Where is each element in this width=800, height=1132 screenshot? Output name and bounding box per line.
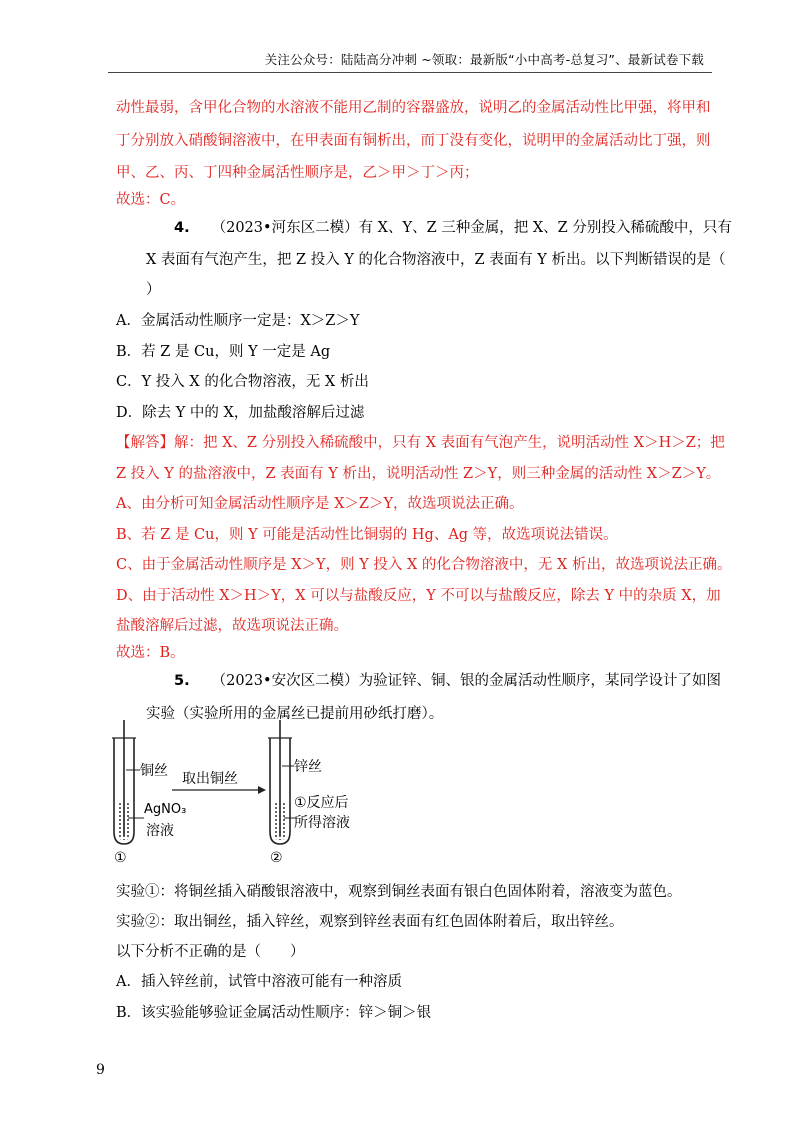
page-header: 关注公众号：陆陆高分冲刺 ~领取：最新版“小中高考-总复习”、最新试卷下载 [264, 52, 704, 67]
q5-stem-text: （2023•安次区二模）为验证锌、铜、银的金属活动性顺序，某同学设计了如图 [211, 673, 722, 689]
q4-stem-line-3: ） [146, 282, 161, 298]
q4-option-c: C．Y 投入 X 的化合物溶液，无 X 析出 [116, 374, 369, 390]
q4-solution-line-6: D、由于活动性 X＞H＞Y，X 可以与盐酸反应，Y 不可以与盐酸反应，除去 Y 中的杂质 X，加 [116, 588, 721, 604]
q4-solution-line-1 [116, 433, 725, 453]
prev-solution-answer: 故选：C。 [116, 192, 186, 208]
q4-solution-line-4: B、若 Z 是 Cu，则 Y 可能是活动性比铜弱的 Hg、Ag 等，故选项说法错误。 [116, 527, 618, 543]
page-number: 9 [96, 1062, 105, 1078]
q4-option-a: A．金属活动性顺序一定是：X＞Z＞Y [116, 313, 360, 329]
agno3-label: AgNO₃ [144, 802, 187, 817]
solution-label: 溶液 [146, 823, 174, 839]
q4-option-b: B．若 Z 是 Cu，则 Y 一定是 Ag [116, 344, 331, 360]
header-rule [108, 72, 712, 73]
q4-solution-answer: 故选：B。 [116, 645, 185, 661]
q4-solution-line-2: Z 投入 Y 的盐溶液中，Z 表面有 Y 析出，说明活动性 Z＞Y，则三种金属的活动性 X＞Z＞Y。 [116, 466, 721, 482]
q4-option-d: D．除去 Y 中的 X，加盐酸溶解后过滤 [116, 405, 365, 421]
test-tube-1 [112, 720, 144, 844]
q5-number: 5. [174, 673, 190, 689]
q4-stem-text: （2023•河东区二模）有 X、Y、Z 三种金属，把 X、Z 分别投入稀硫酸中，只有 [211, 220, 732, 236]
prev-solution-line-3: 甲、乙、丙、丁四种金属活性顺序是，乙＞甲＞丁＞丙； [116, 165, 479, 181]
q5-stem-line-2: 实验（实验所用的金属丝已提前用砂纸打磨）。 [146, 706, 444, 722]
q5-experiment-1: 实验①：将铜丝插入硝酸银溶液中，观察到铜丝表面有银白色固体附着，溶液变为蓝色。 [116, 884, 682, 900]
solution-tag: 【解答】 [116, 435, 174, 451]
figure-label-1: ① [114, 850, 127, 866]
q5-question: 以下分析不正确的是（ ） [116, 944, 305, 960]
reacted-solution-label-2: 所得溶液 [294, 815, 350, 831]
q5-option-a: A．插入锌丝前，试管中溶液可能有一种溶质 [116, 974, 402, 990]
q4-number: 4. [174, 220, 190, 236]
arrow-label: 取出铜丝 [182, 771, 238, 787]
q4-solution-line-5: C、由于金属活动性顺序是 X＞Y，则 Y 投入 X 的化合物溶液中，无 X 析出，故选项说法正确。 [116, 557, 732, 573]
experiment-figure [110, 718, 370, 868]
reacted-solution-label-1: ①反应后 [294, 795, 349, 811]
prev-solution-line-2: 丁分别放入硝酸铜溶液中，在甲表面有铜析出，而丁没有变化，说明甲的金属活动比丁强，则 [116, 133, 711, 149]
q5-option-b: B．该实验能够验证金属活动性顺序：锌＞铜＞银 [116, 1005, 432, 1021]
prev-solution-line-1: 动性最弱，含甲化合物的水溶液不能用乙制的容器盛放，说明乙的金属活动性比甲强，将甲和 [116, 100, 711, 116]
q5-stem-line-1 [174, 671, 721, 691]
q4-solution-line-7: 盐酸溶解后过滤，故选项说法正确。 [116, 618, 348, 634]
q4-stem-line-1 [174, 218, 732, 238]
q4-solution-text: 解：把 X、Z 分别投入稀硫酸中，只有 X 表面有气泡产生，说明活动性 X＞H＞Z；把 [174, 435, 725, 451]
figure-label-2: ② [270, 850, 283, 866]
zinc-wire-label: 锌丝 [294, 759, 322, 775]
copper-wire-label: 铜丝 [140, 763, 168, 779]
q4-solution-line-3: A、由分析可知金属活动性顺序是 X＞Z＞Y，故选项说法正确。 [116, 496, 524, 512]
test-tube-2 [268, 720, 296, 844]
q4-stem-line-2: X 表面有气泡产生，把 Z 投入 Y 的化合物溶液中，Z 表面有 Y 析出。以下判断错误的是（ [146, 252, 726, 268]
q5-experiment-2: 实验②：取出铜丝，插入锌丝，观察到锌丝表面有红色固体附着后，取出锌丝。 [116, 914, 624, 930]
